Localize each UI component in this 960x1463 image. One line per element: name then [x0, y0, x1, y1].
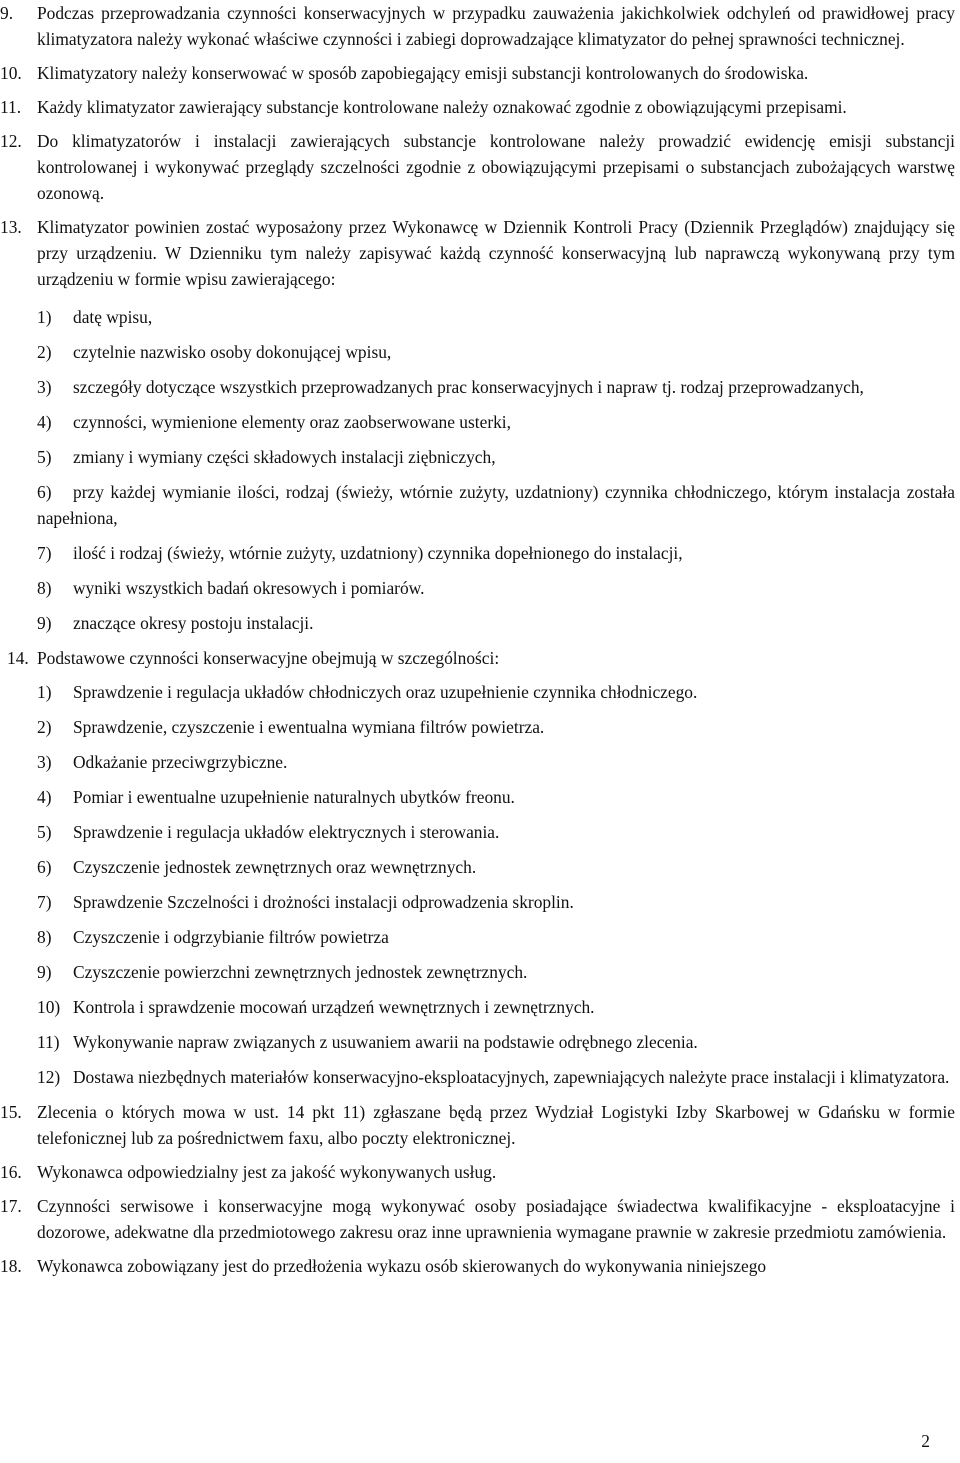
list-item-text: Odkażanie przeciwgrzybiczne.: [73, 752, 288, 772]
list-item-label: 2): [37, 342, 52, 362]
paragraph-item-16: [0, 1159, 955, 1185]
page-number: 2: [921, 1431, 930, 1451]
item-number: 9.: [0, 3, 14, 23]
item-text: Klimatyzator powinien zostać wyposażony przez Wykonawcę w Dziennik Kontroli Pracy (Dziennik Przeglądów) znajdujący się przy urządzeniu. W Dzienniku tym należy zapisywać każdą czynność konserwacyjną lub naprawczą wykonywaną przy tym urządzeniu w formie wpisu zawierającego:: [37, 217, 955, 289]
list-item-label: 1): [37, 307, 52, 327]
list-item: [37, 409, 955, 435]
list-item: [37, 1064, 955, 1090]
list-item-label: 3): [37, 377, 52, 397]
list-item-text: Sprawdzenie i regulacja układów elektrycznych i sterowania.: [73, 822, 500, 842]
list-item: [37, 444, 955, 470]
list-item: [37, 819, 955, 845]
list-item: [37, 854, 955, 880]
item-text: Każdy klimatyzator zawierający substancje kontrolowane należy oznakować zgodnie z obowiązującymi przepisami.: [37, 97, 847, 117]
list-item: [37, 784, 955, 810]
list-item-label: 4): [37, 787, 52, 807]
item-number: 10.: [0, 63, 22, 83]
paragraph-item-17: [0, 1193, 955, 1245]
list-item-label: 1): [37, 682, 52, 702]
paragraph-item-13: [0, 214, 955, 292]
item-text: Wykonawca zobowiązany jest do przedłożenia wykazu osób skierowanych do wykonywania niniejszego: [37, 1256, 767, 1276]
list-item: [37, 749, 955, 775]
item-text: Zlecenia o których mowa w ust. 14 pkt 11) zgłaszane będą przez Wydział Logistyki Izby Skarbowej w Gdańsku w formie telefonicznej lub za pośrednictwem faxu, albo poczty elektronicznej.: [37, 1102, 955, 1148]
list-item-text: Pomiar i ewentualne uzupełnienie naturalnych ubytków freonu.: [73, 787, 515, 807]
item-number: 15.: [0, 1102, 22, 1122]
list-item: [37, 714, 955, 740]
list-item-label: 8): [37, 927, 52, 947]
list-item-text: Sprawdzenie Szczelności i drożności instalacji odprowadzenia skroplin.: [73, 892, 574, 912]
item-text: Podstawowe czynności konserwacyjne obejmują w szczególności:: [37, 648, 500, 668]
list-item-label: 3): [37, 752, 52, 772]
list-item-text: Kontrola i sprawdzenie mocowań urządzeń wewnętrznych i zewnętrznych.: [73, 997, 595, 1017]
list-item: [37, 679, 955, 705]
paragraph-item-15: [0, 1099, 955, 1151]
list-item-text: Czyszczenie jednostek zewnętrznych oraz wewnętrznych.: [73, 857, 477, 877]
list-item-text: datę wpisu,: [73, 307, 153, 327]
list-item-label: 7): [37, 543, 52, 563]
list-item-text: Sprawdzenie i regulacja układów chłodniczych oraz uzupełnienie czynnika chłodniczego.: [73, 682, 698, 702]
list-item-label: 6): [37, 857, 52, 877]
list-item-text: przy każdej wymianie ilości, rodzaj (świeży, wtórnie zużyty, uzdatniony) czynnika chłodniczego, którym instalacja została napełniona,: [37, 482, 955, 528]
item-number: 16.: [0, 1162, 22, 1182]
item-text: Wykonawca odpowiedzialny jest za jakość wykonywanych usług.: [37, 1162, 497, 1182]
list-item: [37, 304, 955, 330]
list-item-label: 9): [37, 613, 52, 633]
list-item-text: Wykonywanie napraw związanych z usuwaniem awarii na podstawie odrębnego zlecenia.: [73, 1032, 698, 1052]
list-item-label: 10): [37, 997, 61, 1017]
list-item-text: Czyszczenie powierzchni zewnętrznych jednostek zewnętrznych.: [73, 962, 528, 982]
list-item-label: 8): [37, 578, 52, 598]
list-item: [37, 575, 955, 601]
list-item: [37, 889, 955, 915]
list-item: [37, 924, 955, 950]
item-text: Do klimatyzatorów i instalacji zawierających substancje kontrolowane należy prowadzić ewidencję emisji substancji kontrolowanej i wykonywać przeglądy szczelności zgodnie z obowiązującymi przepisami o substancjach zubożających warstwę ozonową.: [37, 131, 955, 203]
paragraph-item-9: [0, 0, 955, 52]
list-item-text: czynności, wymienione elementy oraz zaobserwowane usterki,: [73, 412, 511, 432]
list-item: [37, 374, 955, 400]
item-number: 12.: [0, 131, 22, 151]
paragraph-item-18: [0, 1253, 955, 1279]
paragraph-item-12: [0, 128, 955, 206]
item-text: Podczas przeprowadzania czynności konserwacyjnych w przypadku zauważenia jakichkolwiek odchyleń od prawidłowej pracy klimatyzatora należy wykonać właściwe czynności i zabiegi doprowadzające klimatyzator do pełnej sprawności technicznej.: [37, 3, 955, 49]
list-item-label: 5): [37, 447, 52, 467]
paragraph-item-11: [0, 94, 955, 120]
list-item-text: znaczące okresy postoju instalacji.: [73, 613, 314, 633]
list-item: [37, 1029, 955, 1055]
list-item-label: 12): [37, 1067, 61, 1087]
list-item-text: Czyszczenie i odgrzybianie filtrów powietrza: [73, 927, 389, 947]
item-text: Klimatyzatory należy konserwować w sposób zapobiegający emisji substancji kontrolowanych do środowiska.: [37, 63, 809, 83]
list-item-text: Sprawdzenie, czyszczenie i ewentualna wymiana filtrów powietrza.: [73, 717, 545, 737]
list-item-text: ilość i rodzaj (świeży, wtórnie zużyty, uzdatniony) czynnika dopełnionego do instalacji,: [73, 543, 683, 563]
list-item-label: 4): [37, 412, 52, 432]
list-item-text: zmiany i wymiany części składowych instalacji ziębniczych,: [73, 447, 496, 467]
list-item: [37, 994, 955, 1020]
item-number: 18.: [0, 1256, 22, 1276]
item-number: 17.: [0, 1196, 22, 1216]
list-item-label: 6): [37, 482, 52, 502]
list-item: [37, 959, 955, 985]
item-number: 11.: [0, 97, 22, 117]
list-item-text: czytelnie nazwisko osoby dokonującej wpisu,: [73, 342, 392, 362]
list-item: [37, 479, 955, 531]
item-number: 14.: [7, 648, 29, 668]
item-number: 13.: [0, 217, 22, 237]
list-item-label: 2): [37, 717, 52, 737]
list-item-text: Dostawa niezbędnych materiałów konserwacyjno-eksploatacyjnych, zapewniających należyte prace instalacji i klimatyzatora.: [73, 1067, 950, 1087]
list-item: [37, 610, 955, 636]
list-item-text: szczegóły dotyczące wszystkich przeprowadzanych prac konserwacyjnych i napraw tj. rodzaj przeprowadzanych,: [73, 377, 864, 397]
paragraph-item-10: [0, 60, 955, 86]
paragraph-item-14: [7, 645, 955, 671]
list-item-label: 7): [37, 892, 52, 912]
list-item-label: 11): [37, 1032, 60, 1052]
list-item: [37, 540, 955, 566]
item-text: Czynności serwisowe i konserwacyjne mogą wykonywać osoby posiadające świadectwa kwalifikacyjne - eksploatacyjne i dozorowe, adekwatne dla przedmiotowego zakresu oraz inne uprawnienia wymagane prawnie w zakresie przedmiotu zamówienia.: [37, 1196, 955, 1242]
list-item-label: 9): [37, 962, 52, 982]
list-item: [37, 339, 955, 365]
list-item-label: 5): [37, 822, 52, 842]
list-item-text: wyniki wszystkich badań okresowych i pomiarów.: [73, 578, 425, 598]
